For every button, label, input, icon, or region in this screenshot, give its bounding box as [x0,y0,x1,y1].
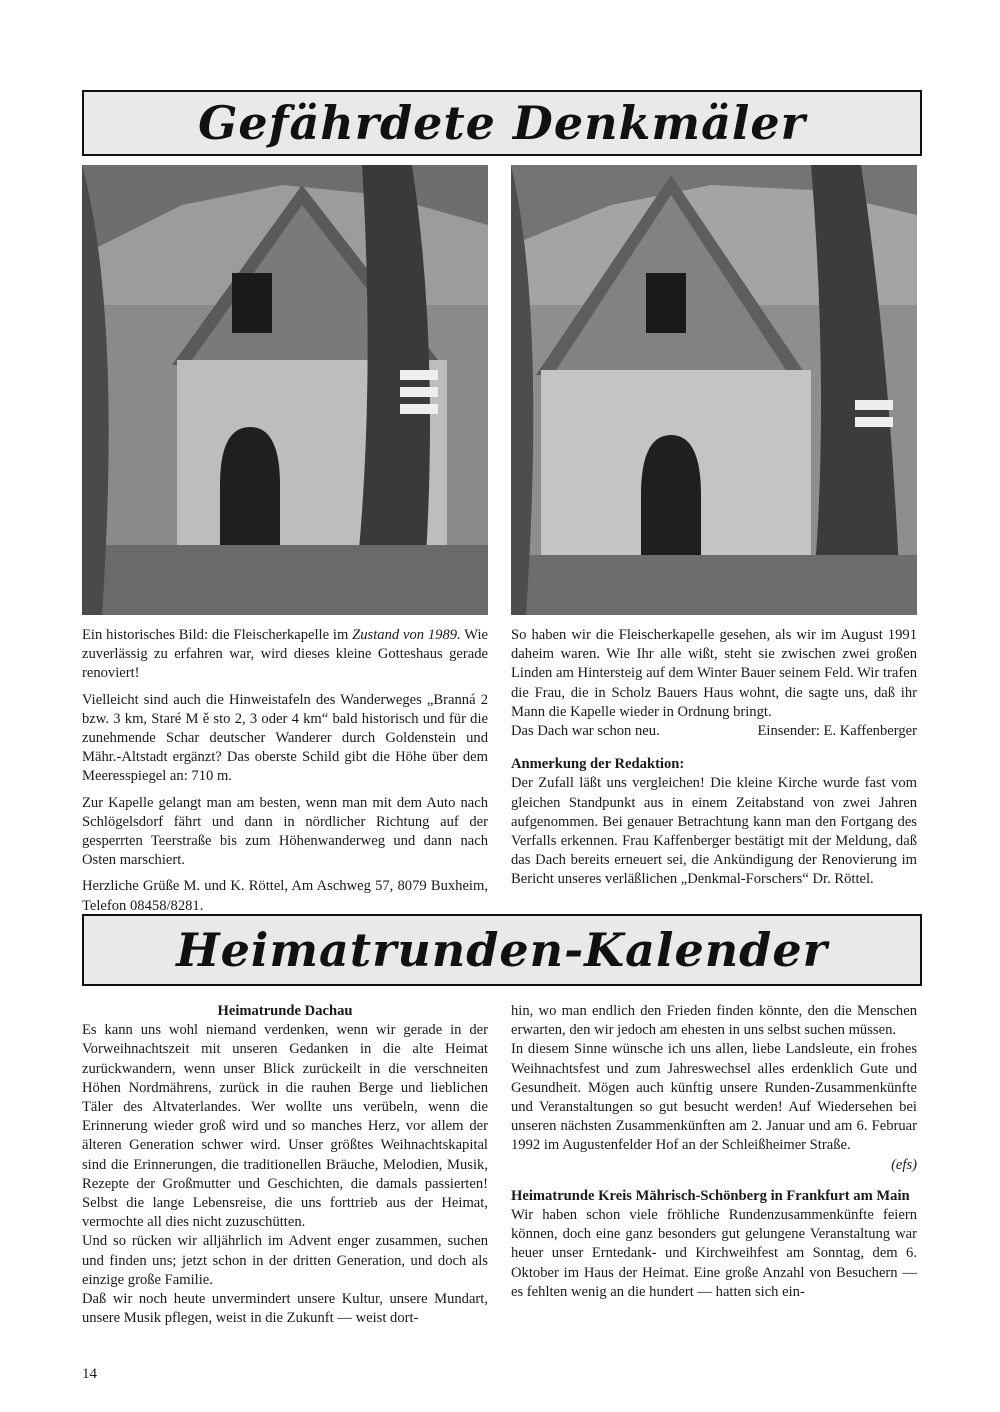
article-paragraph: hin, wo man endlich den Frieden finden könnte, den die Menschen erwarten, den wir jedoch am ehesten in uns selbst suchen müssen. [511,1003,917,1039]
page-number: 14 [82,1366,97,1382]
article-paragraph: Daß wir noch heute unvermindert unsere Kultur, unsere Mundart, unsere Musik pflegen, weist in die Zukunft — weist dort- [82,1291,488,1327]
section-banner-denkmaeler [82,90,922,156]
chapel-1991-photo [511,165,917,615]
article-paragraph: In diesem Sinne wünsche ich uns allen, liebe Landsleute, ein frohes Weihnachtsfest und zum Jahreswechsel alles erdenklich Gute und Gesundheit. Mögen auch künftig unsere Runden-Zusammenkünfte und Veranstaltungen so gut besucht werden! Auf Wiedersehen bei unseren nächsten Zusammenkünften am 2. Januar und am 6. Februar 1992 im Augustenfelder Hof an der Schleißheimer Straße. [511,1041,917,1154]
caption-signature: Herzliche Grüße M. und K. Röttel, Am Aschweg 57, 8079 Buxheim, Telefon 08458/8281. [82,878,488,914]
author-sign: (efs) [891,1156,917,1173]
chapel-1989-photo [82,165,488,615]
article-paragraph: Und so rücken wir alljährlich im Advent enger zusammen, suchen und finden uns; jetzt schon in der dritten Generation, und doch als einzige große Familie. [82,1233,488,1288]
caption-paragraph: So haben wir die Fleischerkapelle gesehen, als wir im August 1991 daheim waren. Wie Ihr alle wißt, steht sie zwischen zwei großen Linden am Hintersteig auf dem Winter Bauer seinem Feld. Wir trafen die Frau, die in Scholz Bauers Haus wohnt, die sagte uns, daß ihr Mann die Kapelle wieder in Ordnung bringt. [511,627,917,720]
year-emphasis: Zustand von 1989. [352,627,461,643]
editor-note-heading: Anmerkung der Redaktion: [511,756,685,773]
editor-note-text: Der Zufall läßt uns vergleichen! Die kleine Kirche wurde fast vom gleichen Standpunkt aus in einem Zeitabstand von zwei Jahren aufgenommen. Bei genauer Betrachtung kann man den Fortgang des Verfalls erkennen. Frau Kaffenberger bestätigt mit der Meldung, daß das Dach bereits erneuert sei, die Ankündigung der Renovierung im Bericht unseres verläßlichen „Denkmal-Forschers“ Dr. Röttel. [511,775,917,888]
kalender-left-column [82,1002,488,1328]
section-banner-kalender [82,914,922,986]
article-paragraph: Wir haben schon viele fröhliche Rundenzusammenkünfte feiern können, doch eine ganz besonders gut gelungene Veranstaltung war heuer unser Erntedank- und Kirchweihfest am Sonntag, dem 6. Oktober im Haus der Heimat. Eine große Anzahl von Besuchern — es fehlten wenig an die hundert — hatten sich ein- [511,1207,917,1300]
article-paragraph: Es kann uns wohl niemand verdenken, wenn wir gerade in der Vorweihnachtszeit mit unseren Gedanken in die alte Heimat zurückwandern, wenn unser Blick zurückeilt in die verschneiten Höhen Nordmährens, zurück in die rauhen Berge und lieblichen Täler des Altvaterlandes. Wer wollte uns verübeln, wenn die Erinnerung wieder groß wird und so manches Herz, vor allem der älteren Generation schwer wird. Unser größtes Weihnachtskapital sind die Erinnerungen, die traditionellen Bräuche, Melodien, Musik, Rezepte der Großmutter und Geschichten, die damals passierten! Selbst die lange Lebensreise, die uns forttrieb aus der Heimat, vermochte all dies nicht zuzuschütten. [82,1022,488,1231]
article-heading: Heimatrunde Dachau [217,1003,353,1019]
left-caption-column [82,626,488,923]
caption-paragraph: Vielleicht sind auch die Hinweistafeln des Wanderweges „Branná 2 bzw. 3 km, Staré M ě sto 2, 3 oder 4 km“ bald historisch und für die zunehmende Schar deutscher Wanderer durch Goldenstein und Mähr.-Altstadt ergänzt? Das oberste Schild gibt die Höhe über dem Meeresspiegel an: 710 m. [82,691,488,785]
kalender-right-column [511,1002,917,1302]
submitter: Einsender: E. Kaffenberger [757,723,917,740]
caption-signline: Das Dach war schon neu. Einsender: E. Kaffenberger [511,722,917,741]
article-heading: Heimatrunde Kreis Mährisch-Schönberg in Frankfurt am Main [511,1187,910,1204]
section-title: Gefährdete Denkmäler [198,96,806,150]
caption-paragraph: Ein historisches Bild: die Fleischerkapelle im Zustand von 1989. Wie zuverlässig zu erfahren war, wird dieses kleine Gotteshaus gerade renoviert! [82,627,489,682]
right-caption-column [511,626,917,897]
caption-paragraph: Zur Kapelle gelangt man am besten, wenn man mit dem Auto nach Schlögelsdorf fährt und dann in nördlicher Richtung auf der gesperrten Teerstraße bis zum Höhenwanderweg und dann nach Osten marschiert. [82,794,488,869]
section-title: Heimatrunden-Kalender [176,923,828,977]
